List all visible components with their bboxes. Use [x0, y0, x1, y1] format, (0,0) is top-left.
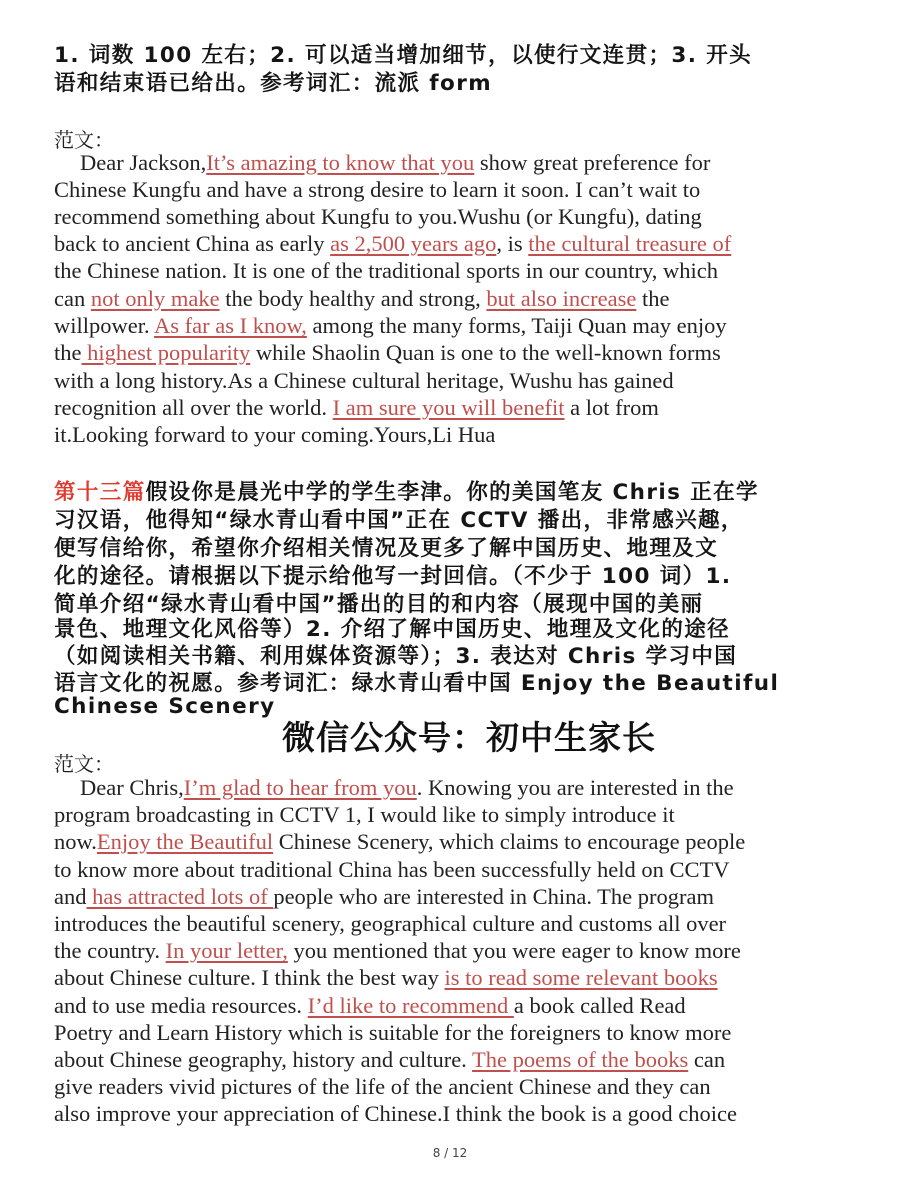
- text-run: Dear Chris,: [80, 775, 184, 800]
- text-run: can: [54, 286, 91, 311]
- text-run: the: [54, 340, 82, 365]
- text-run: 景色、地理文化风俗等）2. 介绍了解中国历史、地理及文化的途径: [54, 617, 731, 642]
- essay-line: [54, 422, 495, 448]
- text-run: to know more about traditional China has been successfully held on CCTV: [54, 857, 730, 882]
- text-run: it.Looking forward to your coming.Yours,Li Hua: [54, 422, 496, 447]
- highlighted-phrase: highest popularity: [81, 340, 251, 365]
- essay-line: [54, 258, 718, 284]
- essay-line: [54, 313, 727, 339]
- essay-line: [54, 993, 686, 1019]
- prompt-line: [54, 559, 731, 590]
- essay-line: [54, 395, 659, 421]
- highlighted-phrase: It’s amazing to know that you: [206, 150, 475, 175]
- prompt-line: [54, 503, 744, 534]
- text-run: 假设你是晨光中学的学生李津。你的美国笔友 Chris 正在学: [145, 480, 759, 505]
- text-run: recognition all over the world.: [54, 395, 333, 420]
- highlighted-phrase: not only make: [90, 286, 220, 311]
- requirements-line-1: 1. 词数 100 左右；2. 可以适当增加细节，以使行文连贯；3. 开头: [54, 43, 752, 68]
- text-run: the: [636, 286, 670, 311]
- text-run: and to use media resources.: [54, 993, 308, 1018]
- text-run: , is: [496, 231, 529, 256]
- text-run: the body healthy and strong,: [219, 286, 487, 311]
- essay-line: [54, 965, 718, 991]
- highlighted-phrase: I’m glad to hear from you: [183, 775, 417, 800]
- highlighted-phrase: is to read some relevant books: [444, 965, 718, 990]
- text-run: the Chinese nation. It is one of the traditional sports in our country, which: [54, 258, 719, 283]
- text-run: 便写信给你，希望你介绍相关情况及更多了解中国历史、地理及文: [54, 536, 719, 561]
- essay-line: [54, 286, 670, 312]
- bold-keyword: Chinese Scenery: [54, 694, 276, 719]
- wechat-watermark: 微信公众号：初中生家长: [282, 718, 656, 757]
- text-run: also improve your appreciation of Chinese.I think the book is a good choice: [54, 1101, 737, 1126]
- prompt-line: [54, 531, 718, 562]
- text-run: 化的途径。请根据以下提示给他写一封回信。（不少于 100 词）1.: [54, 564, 732, 589]
- text-run: Dear Jackson,: [80, 150, 207, 175]
- text-run: 语言文化的祝愿。参考词汇：绿水青山看中国: [54, 671, 521, 696]
- essay-line: [54, 1047, 725, 1073]
- text-run: can: [688, 1047, 726, 1072]
- highlighted-phrase: as 2,500 years ago: [330, 231, 497, 256]
- text-run: about Chinese culture. I think the best way: [54, 965, 445, 990]
- text-run: Poetry and Learn History which is suitable for the foreigners to know more: [54, 1020, 732, 1045]
- text-run: now.: [54, 829, 97, 854]
- bold-keyword: Enjoy the Beautiful: [520, 671, 780, 696]
- highlighted-phrase: but also increase: [486, 286, 637, 311]
- essay-line: [54, 802, 675, 828]
- essay-line: [54, 938, 741, 964]
- text-run: you mentioned that you were eager to know more: [287, 938, 741, 963]
- essay-line: [54, 340, 721, 366]
- text-run: a lot from: [564, 395, 659, 420]
- essay-line: [54, 1101, 737, 1127]
- essay-line: [54, 884, 714, 910]
- essay-line: [54, 829, 745, 855]
- essay-line: [54, 177, 700, 203]
- prompt-line: [54, 694, 276, 719]
- highlighted-phrase: I am sure you will benefit: [332, 395, 565, 420]
- prompt-text: [146, 480, 759, 505]
- text-run: willpower.: [54, 313, 154, 338]
- prompt-line: [54, 475, 759, 506]
- text-run: a book called Read: [513, 993, 686, 1018]
- essay-label-2: 范文：: [54, 752, 114, 776]
- text-run: about Chinese geography, history and culture.: [54, 1047, 473, 1072]
- essay-line: [54, 204, 702, 230]
- essay-line: [54, 1074, 711, 1100]
- text-run: and: [54, 884, 87, 909]
- text-run: while Shaolin Quan is one to the well-known forms: [250, 340, 721, 365]
- section-number-label: 第十三篇: [54, 480, 146, 505]
- essay-line: [80, 775, 734, 801]
- highlighted-phrase: In your letter,: [165, 938, 288, 963]
- essay-line: [80, 150, 710, 176]
- text-run: among the many forms, Taiji Quan may enjoy: [306, 313, 727, 338]
- highlighted-phrase: As far as I know,: [154, 313, 307, 338]
- essay-line: [54, 911, 726, 937]
- text-run: introduces the beautiful scenery, geographical culture and customs all over: [54, 911, 727, 936]
- requirements-line-2: 语和结束语已给出。参考词汇：流派 form: [54, 71, 493, 96]
- page-indicator: 8 / 12: [432, 1146, 468, 1160]
- text-run: 简单介绍“绿水青山看中国”播出的目的和内容（展现中国的美丽: [54, 592, 704, 617]
- highlighted-phrase: Enjoy the Beautiful: [96, 829, 274, 854]
- highlighted-phrase: I’d like to recommend: [307, 993, 514, 1018]
- text-run: （如阅读相关书籍、利用媒体资源等）；3. 表达对 Chris 学习中国: [54, 644, 738, 669]
- essay-line: [54, 368, 674, 394]
- highlighted-phrase: has attracted lots of: [86, 884, 274, 909]
- essay-line: [54, 231, 731, 257]
- text-run: with a long history.As a Chinese cultural heritage, Wushu has gained: [54, 368, 674, 393]
- text-run: 习汉语，他得知“绿水青山看中国”正在 CCTV 播出，非常感兴趣，: [54, 508, 744, 533]
- essay-line: [54, 857, 730, 883]
- highlighted-phrase: The poems of the books: [472, 1047, 689, 1072]
- text-run: show great preference for: [474, 150, 711, 175]
- text-run: give readers vivid pictures of the life of the ancient Chinese and they can: [54, 1074, 711, 1099]
- text-run: the country.: [54, 938, 166, 963]
- text-run: back to ancient China as early: [54, 231, 331, 256]
- essay-label: 范文：: [54, 128, 114, 152]
- text-run: Chinese Scenery, which claims to encourage people: [273, 829, 746, 854]
- text-run: people who are interested in China. The program: [273, 884, 715, 909]
- essay-line: [54, 1020, 731, 1046]
- prompt-line: [54, 666, 779, 697]
- text-run: Chinese Kungfu and have a strong desire to learn it soon. I can’t wait to: [54, 177, 701, 202]
- highlighted-phrase: the cultural treasure of: [528, 231, 732, 256]
- text-run: recommend something about Kungfu to you.Wushu (or Kungfu), dating: [54, 204, 702, 229]
- text-run: . Knowing you are interested in the: [416, 775, 734, 800]
- text-run: program broadcasting in CCTV 1, I would like to simply introduce it: [54, 802, 675, 827]
